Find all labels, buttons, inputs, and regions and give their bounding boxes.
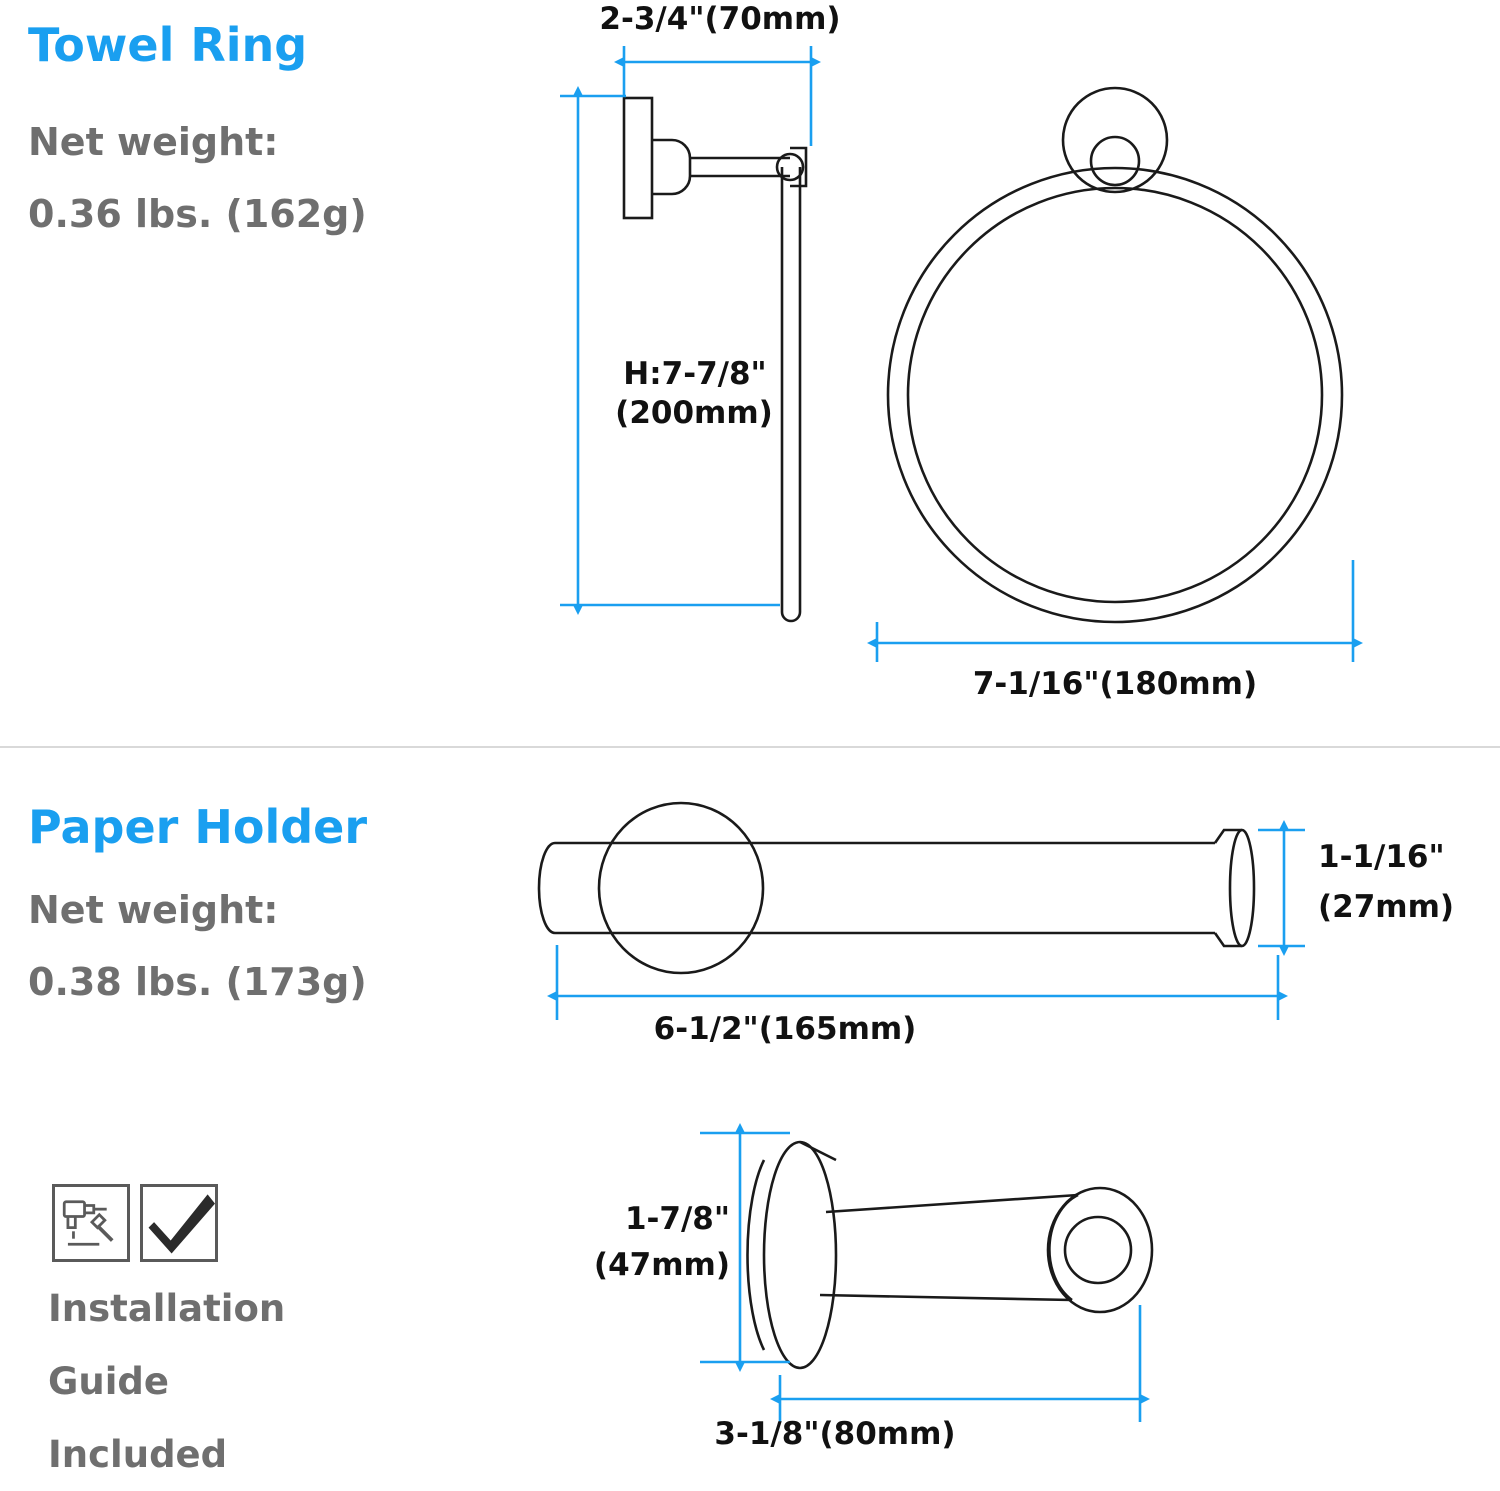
dimension-label-bar-length: 6-1/2"(165mm): [653, 1011, 917, 1047]
paper-holder-dimension-lines: [557, 830, 1305, 1020]
dimension-label-height-line1: H:7-7/8": [623, 356, 767, 392]
dimension-label-ring-width: 7-1/16"(180mm): [972, 666, 1258, 702]
paper-holder-net-weight-value: 0.38 lbs. (173g): [28, 960, 367, 1004]
towel-ring-net-weight-label: Net weight:: [28, 120, 279, 164]
section-divider: [0, 746, 1500, 748]
dimension-label-plate-height-line2: (47mm): [593, 1247, 730, 1283]
paper-holder-net-weight-label: Net weight:: [28, 888, 279, 932]
section-title-paper-holder: Paper Holder: [28, 800, 368, 854]
dimension-label-depth: 2-3/4"(70mm): [599, 1, 841, 37]
towel-ring-dimension-lines: [560, 46, 1353, 662]
paper-holder-perspective-view: [747, 1142, 1152, 1368]
paper-holder-perspective-dimension-lines: [700, 1133, 1140, 1422]
dimension-label-projection: 3-1/8"(80mm): [714, 1416, 956, 1452]
installation-guide-line1: Installation: [48, 1287, 286, 1330]
dimension-label-bar-diameter-line2: (27mm): [1318, 889, 1455, 925]
towel-ring-front-view: [888, 88, 1342, 622]
checkmark-icon: [140, 1184, 218, 1262]
drill-tools-icon: [52, 1184, 130, 1262]
dimension-label-plate-height-line1: 1-7/8": [624, 1201, 730, 1237]
section-title-towel-ring: Towel Ring: [28, 18, 308, 72]
towel-ring-net-weight-value: 0.36 lbs. (162g): [28, 192, 367, 236]
installation-guide-line2: Guide: [48, 1360, 169, 1403]
paper-holder-side-view: [539, 803, 1254, 973]
installation-guide-line3: Included: [48, 1433, 228, 1476]
dimension-label-height-line2: (200mm): [615, 395, 773, 431]
dimension-label-bar-diameter-line1: 1-1/16": [1318, 839, 1445, 875]
